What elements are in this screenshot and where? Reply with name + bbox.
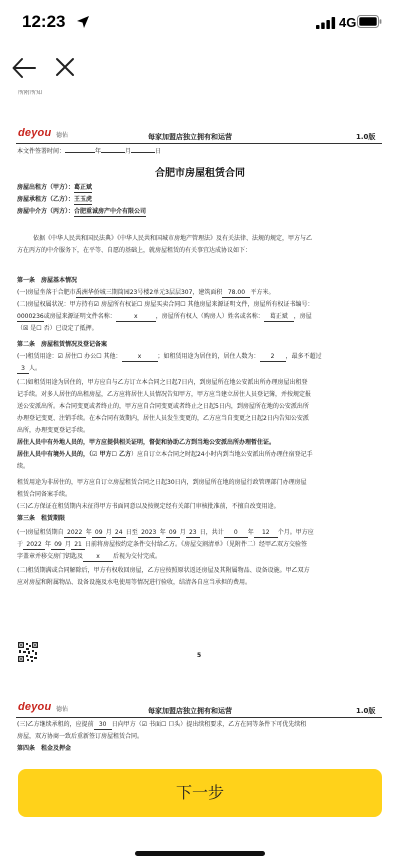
article-1-mortgage: （☒ 是☐ 否）已设定了抵押。	[17, 325, 98, 332]
article-2-usage: (一)租赁用途：☑ 居住☐ 办公☐ 其他： x ；如租赁用途为居住的，居住人数为： 2 ，最多不超过	[17, 353, 322, 360]
party-c: 房屋中介方（丙方）：合肥重诚房产中介有限公司	[17, 208, 147, 215]
article-2-para-1: (二)如租赁用途为居住的，甲方应自与乙方订立本合同之日起7日内，到房屋所在地公安派出所办理房屋出租登	[17, 379, 308, 386]
brand-logo-page-6: deyou	[18, 701, 52, 713]
article-3-period: (一)房屋租赁期自 2022 年 09 月 24 日至 2023 年 09 月 23 日，共计 0 年 12 个月。甲方应	[17, 529, 314, 536]
brand-logo-sub: 德佑	[56, 132, 69, 139]
article-2-para-11: (三)乙方保证在租赁期内未征得甲方书面同意以及按规定经有关部门审核批准前，不擅自改变用途。	[17, 503, 280, 510]
location-arrow-icon	[76, 15, 90, 29]
article-2-para-7: 居住人员中有境外人员的，（☑ 甲方☐ 乙方）应自订立本合同之时起24小时内到当地公安派出所办理住宿登记手	[17, 451, 313, 458]
article-3-keys: 字盖章并移交房门钥匙及 x 后视为交付完成。	[17, 553, 162, 560]
article-1-address: (一)房屋坐落于合肥市禹洲华侨城三期筒园23号楼2单元3层层307，建筑面积 78.00 平方米。	[17, 289, 275, 296]
article-3-return-1: (二)租赁期满或合同解除后，甲方有权收回房屋，乙方应按照原状返还房屋及其附属物品、设备设施。甲乙双方	[17, 567, 310, 574]
brand-logo: deyou	[18, 127, 52, 139]
page-number: 5	[197, 652, 202, 659]
article-2-para-8: 续。	[17, 463, 30, 470]
article-3-renewal: (三)乙方继续承租的，应提前 30 日向甲方（☑ 书面☐ 口头）提出续租要求，乙方在同等条件下可优先续租	[17, 721, 307, 728]
article-3-title: 第三条 租赁期限	[17, 515, 66, 522]
qr-code-icon	[18, 642, 38, 662]
header-version: 1.0版	[356, 133, 376, 141]
sign-time-line: 本文件签署时间： 年 月 日	[17, 148, 162, 155]
article-2-para-9: 租赁用途为非居住的，甲方应自订立房屋租赁合同之日起30日内，到房屋所在地的房屋行政管理部门办理房屋	[17, 479, 307, 486]
network-type: 4G	[339, 15, 357, 30]
article-3-return-2: 应对房屋和附属物品、设备设施及水电使用等情况进行验收，结清各自应当承担的费用。	[17, 579, 252, 586]
contract-document[interactable]	[0, 90, 400, 757]
article-2-title: 第二条 房屋租赁情况及登记备案	[17, 341, 108, 348]
article-2-para-6: 居住人员中有外地人员的，甲方应提供相关证明，督促和协助乙方到当地公安派出所办理暂住证。	[17, 439, 276, 446]
header-divider-page-6	[16, 717, 382, 718]
intro-line-2: 方在丙方的中介服务下，在平等、自愿的基础上，就房屋租赁的有关事宜达成协议如下：	[17, 247, 252, 254]
article-2-para-3: 送公安派出所。本合同变更或者终止的，甲方应自合同变更或者终止之日起5日内，到房屋所在地的公安派出所	[17, 403, 309, 410]
document-page	[0, 90, 400, 757]
article-1-ownership: (二)房屋权属状况：甲方持有☑ 房屋所有权证☐ 房屋买卖合同☐ 其他房屋来源证明文件，房屋所有权证书编号：	[17, 301, 314, 308]
party-b: 房屋承租方（乙方）：王玉虎	[17, 196, 93, 203]
close-icon[interactable]	[52, 54, 78, 80]
bottom-bar	[0, 757, 400, 865]
contract-title: 合肥市房屋租赁合同	[155, 168, 245, 179]
article-2-max-persons: 3 人。	[17, 365, 41, 374]
next-step-button[interactable]: 下一步	[18, 769, 382, 817]
article-2-para-5: 出所，办理变更登记手续。	[17, 427, 90, 434]
article-4-title: 第四条 租金及押金	[17, 745, 72, 752]
article-2-para-10: 租赁合同备案手续。	[17, 491, 72, 498]
header-divider	[16, 143, 382, 144]
battery-icon	[357, 15, 382, 28]
article-1-title: 第一条 房屋基本情况	[17, 277, 78, 284]
intro-line-1: 依据《中华人民共和国民法典》《中华人民共和国城市房地产管理法》及有关法律、法规的规定，甲方与乙	[33, 235, 313, 242]
article-3-renewal-2: 房屋，双方协商一致后重新签订房屋租赁合同。	[17, 733, 144, 740]
status-bar	[0, 0, 400, 46]
article-2-para-4: 办理登记变更、注销手续。在本合同有效期内，居住人员发生变更的，乙方应当自变更之日起2日内告知公安派	[17, 415, 309, 422]
home-indicator	[135, 851, 265, 856]
status-time: 12:23	[22, 12, 66, 31]
nav-bar	[0, 46, 400, 90]
header-title-page-6: 每家加盟店独立拥有和运营	[148, 707, 232, 715]
arrow-left-icon[interactable]	[10, 54, 38, 82]
top-fragment: 所附所知	[18, 90, 43, 96]
signal-icon	[316, 17, 336, 29]
header-title: 每家加盟店独立拥有和运营	[148, 133, 232, 141]
brand-logo-sub-page-6: 德佑	[56, 706, 69, 713]
article-3-delivery: 于 2022 年 09 月 21 日前将房屋按约定条件交付给乙方。《房屋交割清单》（见附件二）经甲乙双方交验签	[17, 541, 308, 548]
party-a: 房屋出租方（甲方）：葛正斌	[17, 184, 93, 191]
article-1-certificate: 0000236或房屋来源证明文件名称： x ，房屋所有权人（购房人）姓名或名称： 葛正斌 ，房屋	[17, 313, 312, 320]
header-version-page-6: 1.0版	[356, 707, 376, 715]
article-2-para-2: 记手续。对多人居住的出租房屋，乙方应将居住人员情况告知甲方，甲方应当建立居住人员登记簿，并按规定报	[17, 391, 312, 398]
